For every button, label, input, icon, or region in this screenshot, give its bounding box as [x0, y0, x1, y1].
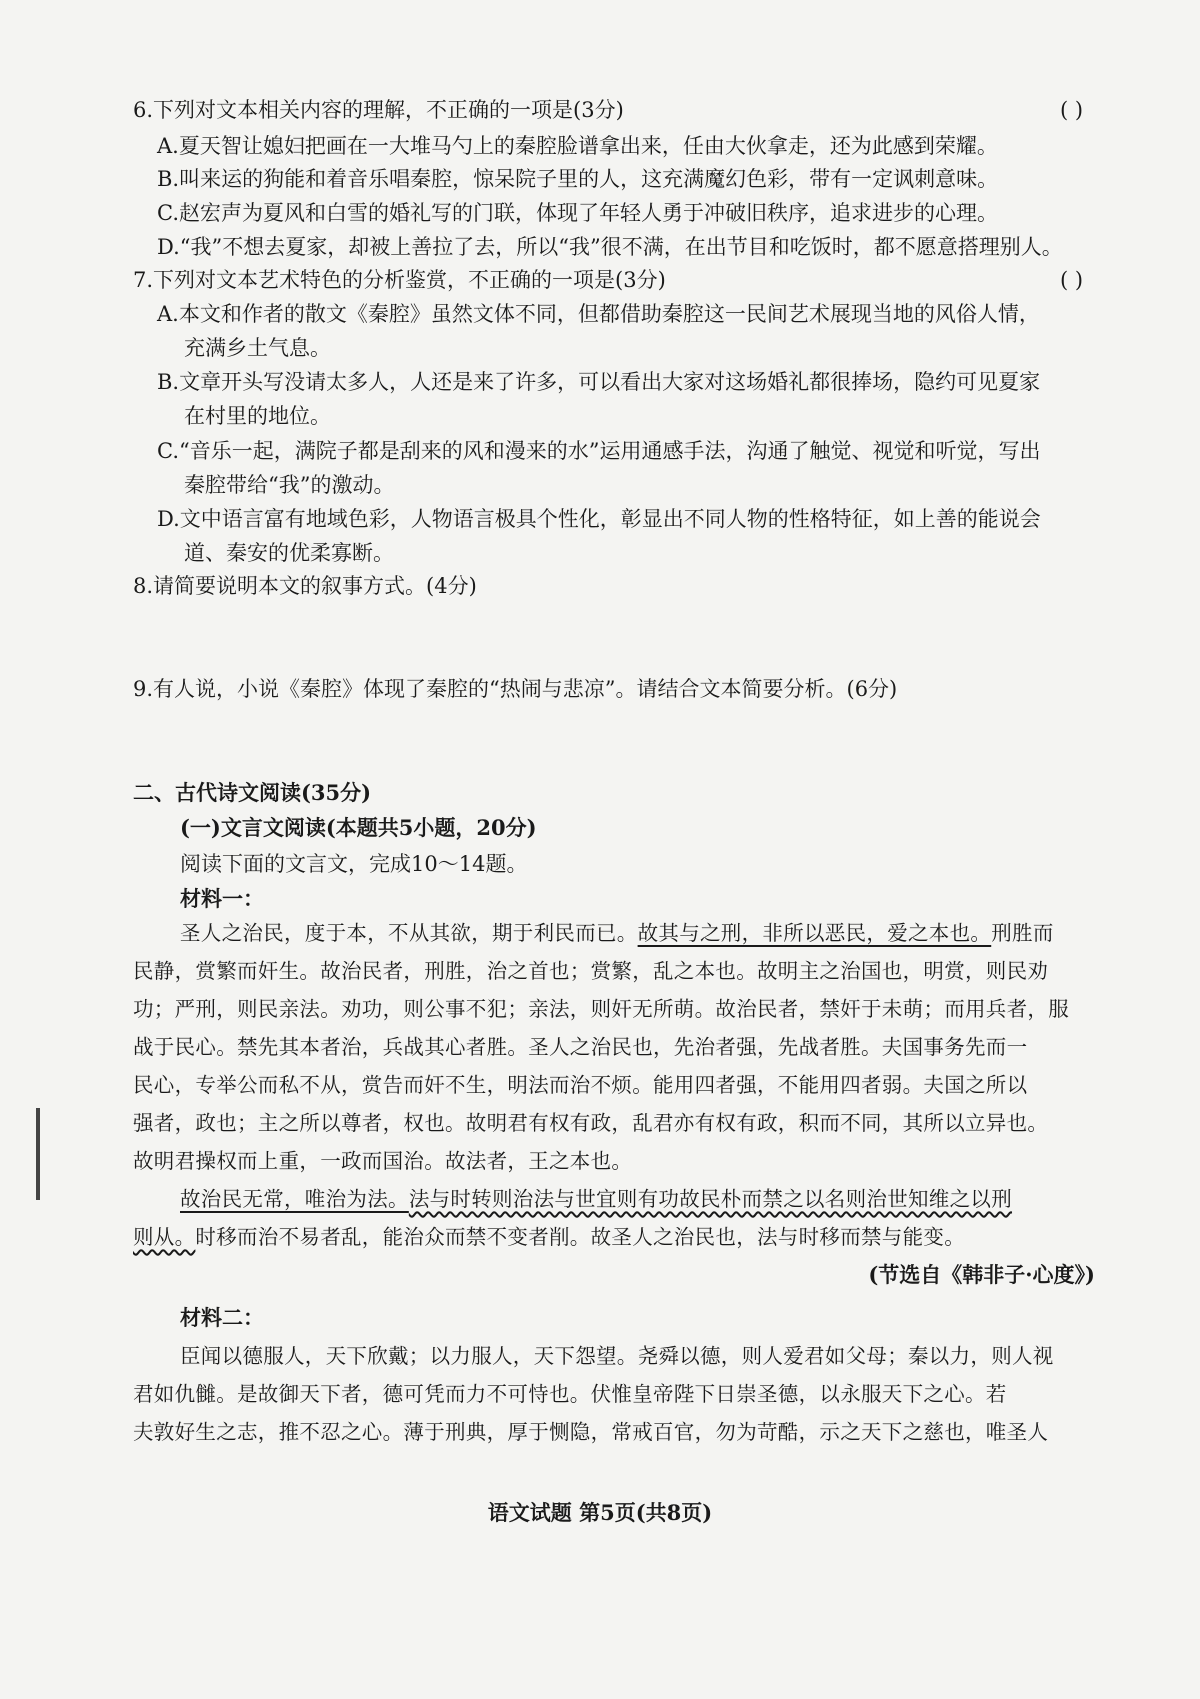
material1-para2-line1 — [180, 1180, 1012, 1218]
material1-para1-line5: 民心，专举公而私不从，赏告而奸不生，明法而治不烦。能用四者强，不能用四者弱。夫国之所以 — [133, 1073, 1028, 1097]
section2-instructions: 阅读下面的文言文，完成10～14题。 — [180, 852, 528, 876]
material1-text: 时移而治不易者乱，能治众而禁不变者削。故圣人之治民也，法与时移而禁与能变。 — [195, 1225, 966, 1249]
material1-label: 材料一： — [180, 886, 264, 911]
q7-option-d-line2: 道、秦安的优柔寡断。 — [184, 541, 394, 565]
q7-option-a-line1: A.本文和作者的散文《秦腔》虽然文体不同，但都借助秦腔这一民间艺术展现当地的风俗人情， — [157, 302, 1040, 326]
material1-para1-line7: 故明君操权而上重，一政而国治。故法者，王之本也。 — [133, 1149, 633, 1173]
q6-option-c: C.赵宏声为夏风和白雪的婚礼写的门联，体现了年轻人勇于冲破旧秩序，追求进步的心理。 — [157, 201, 998, 225]
material2-line2: 君如仇雠。是故御天下者，德可凭而力不可恃也。伏惟皇帝陛下日崇圣德，以永服天下之心。若 — [133, 1382, 1007, 1406]
q7-option-c-line1: C.“音乐一起，满院子都是刮来的风和漫来的水”运用通感手法，沟通了触觉、视觉和听觉，写出 — [157, 439, 1041, 463]
material1-text: 圣人之治民，度于本，不从其欲，期于利民而已。 — [180, 921, 638, 945]
material2-label: 材料二： — [180, 1305, 264, 1330]
material1-para1-line4: 战于民心。禁先其本者治，兵战其心者胜。圣人之治民也，先治者强，先战者胜。夫国事务先而一 — [133, 1035, 1028, 1059]
material2-line3: 夫敦好生之志，推不忍之心。薄于刑典，厚于恻隐，常戒百官，勿为苛酷，示之天下之慈也，唯圣人 — [133, 1420, 1049, 1444]
q7-stem: 7.下列对文本艺术特色的分析鉴赏，不正确的一项是(3分) — [133, 268, 666, 292]
underlined-phrase: 故治民无常，唯治为法。 — [180, 1187, 409, 1211]
q8-stem: 8.请简要说明本文的叙事方式。(4分) — [133, 574, 477, 598]
material2-line1: 臣闻以德服人，天下欣戴；以力服人，天下怨望。尧舜以德，则人爱君如父母；秦以力，则人视 — [180, 1344, 1054, 1368]
q7-option-b-line2: 在村里的地位。 — [184, 404, 331, 428]
q9-stem: 9.有人说，小说《秦腔》体现了秦腔的“热闹与悲凉”。请结合文本简要分析。(6分) — [133, 677, 898, 701]
material1-para1-line2: 民静，赏繁而奸生。故治民者，刑胜，治之首也；赏繁，乱之本也。故明主之治国也，明赏，则民劝 — [133, 959, 1049, 983]
material1-para1-line3: 功；严刑，则民亲法。劝功，则公事不犯；亲法，则奸无所萌。故治民者，禁奸于未萌；而用兵者，服 — [133, 997, 1069, 1021]
q6-option-a: A.夏天智让媳妇把画在一大堆马勺上的秦腔脸谱拿出来，任由大伙拿走，还为此感到荣耀。 — [157, 134, 998, 158]
material1-source: (节选自《韩非子·心度》) — [868, 1262, 1095, 1287]
wavy-underlined-sentence: 法与时转则治法与世宜则有功故民朴而禁之以名则治世知维之以刑 — [408, 1187, 1013, 1211]
q7-option-a-line2: 充满乡土气息。 — [184, 336, 331, 360]
material1-para1-line6: 强者，政也；主之所以尊者，权也。故明君有权有政，乱君亦有权有政，积而不同，其所以立异也。 — [133, 1111, 1049, 1135]
section2-subtitle: (一)文言文阅读(本题共5小题，20分) — [180, 815, 537, 840]
q7-answer-paren: ( ) — [1060, 268, 1084, 292]
page-footer: 语文试题 第5页(共8页) — [487, 1500, 713, 1525]
q6-option-d: D.“我”不想去夏家，却被上善拉了去，所以“我”很不满，在出节目和吃饭时，都不愿意搭理别人。 — [157, 235, 1063, 259]
material1-para1-line1 — [180, 914, 1054, 952]
q7-option-b-line1: B.文章开头写没请太多人，人还是来了许多，可以看出大家对这场婚礼都很捧场，隐约可见夏家 — [157, 370, 1041, 394]
q6-option-b: B.叫来运的狗能和着音乐唱秦腔，惊呆院子里的人，这充满魔幻色彩，带有一定讽刺意味。 — [157, 167, 999, 191]
underlined-sentence: 故其与之刑，非所以恶民，爱之本也。 — [637, 921, 992, 945]
q7-option-c-line2: 秦腔带给“我”的激动。 — [184, 473, 395, 497]
q6-stem: 6.下列对文本相关内容的理解，不正确的一项是(3分) — [133, 98, 624, 122]
section2-title: 二、古代诗文阅读(35分) — [133, 780, 372, 805]
q6-answer-paren: ( ) — [1060, 98, 1084, 122]
material1-para2-line2 — [133, 1218, 965, 1256]
wavy-underlined-sentence: 则从。 — [133, 1225, 196, 1249]
q7-option-d-line1: D.文中语言富有地域色彩，人物语言极具个性化，彰显出不同人物的性格特征，如上善的能说会 — [157, 507, 1041, 531]
scan-edge-mark — [36, 1108, 40, 1200]
material1-text: 刑胜而 — [991, 921, 1054, 945]
